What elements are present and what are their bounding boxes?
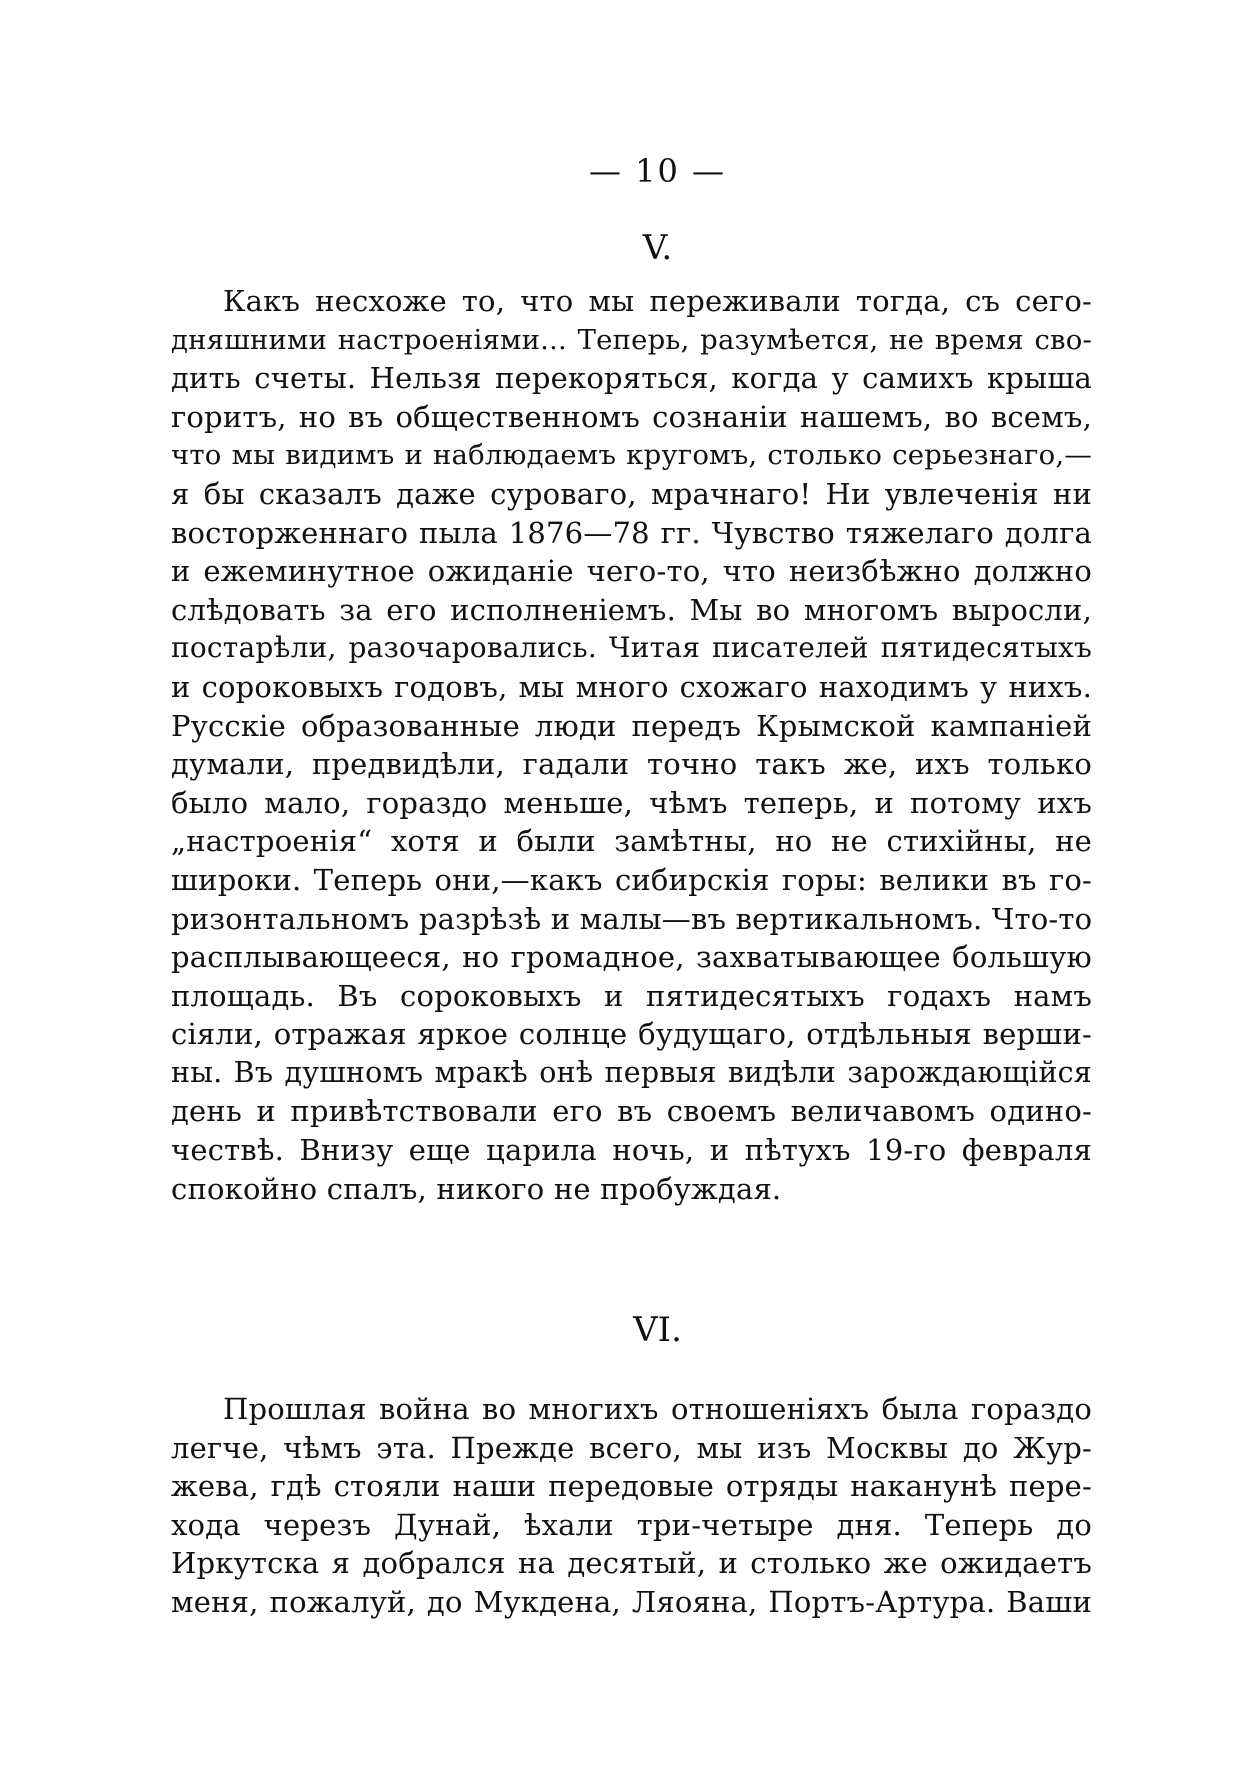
text-line: восторженнаго пыла 1876—78 гг. Чувство тяжелаго долга [171,515,1092,550]
page-number: — 10 — [588,152,727,190]
text-line: что мы видимъ и наблюдаемъ кругомъ, столько серьезнаго,— [171,439,1092,472]
text-line: хода черезъ Дунай, ѣхали три-четыре дня. Теперь до [171,1507,1092,1542]
text-line: Русскіе образованные люди передъ Крымской кампаніей [171,708,1092,743]
section-heading-v: V. [642,228,673,268]
text-line: день и привѣтствовали его въ своемъ величавомъ одино- [171,1094,1092,1129]
text-line: легче, чѣмъ эта. Прежде всего, мы изъ Москвы до Жур- [171,1430,1092,1465]
text-line: спокойно спалъ, никого не пробуждая. [171,1171,782,1206]
section-v-text [171,282,1092,1208]
text-line: дняшними настроеніями... Теперь, разумѣется, не время сво- [171,323,1092,356]
text-line: слѣдовать за его исполненіемъ. Мы во многомъ выросли, [171,592,1092,627]
text-line: ризонтальномъ разрѣзѣ и малы—въ вертикальномъ. Что-то [171,901,1093,936]
text-line: жева, гдѣ стояли наши передовые отряды наканунѣ пере- [171,1469,1092,1504]
text-line: площадь. Въ сороковыхъ и пятидесятыхъ годахъ намъ [171,978,1092,1013]
text-line: сіяли, отражая яркое солнце будущаго, отдѣльныя верши- [171,1017,1092,1052]
text-line: и ежеминутное ожиданіе чего-то, что неизбѣжно должно [171,554,1092,589]
text-line: чествѣ. Внизу еще царила ночь, и пѣтухъ 19-го февраля [171,1133,1092,1168]
text-line: „настроенія“ хотя и были замѣтны, но не стихійны, не [171,824,1092,859]
text-line: Прошлая война во многихъ отношеніяхъ была гораздо [223,1392,1092,1426]
section-heading-vi: VI. [633,1310,682,1350]
text-line: постарѣли, разочаровались. Читая писателей пятидесятыхъ [171,631,1092,665]
text-line: думали, предвидѣли, гадали точно такъ же, ихъ только [171,747,1092,782]
text-line: ны. Въ душномъ мракѣ онѣ первыя видѣли зарождающійся [171,1055,1092,1089]
text-line: было мало, гораздо меньше, чѣмъ теперь, и потому ихъ [171,785,1092,820]
text-line: меня, пожалуй, до Мукдена, Ляояна, Портъ-Артура. Ваши [171,1584,1092,1619]
text-line: расплывающееся, но громадное, захватывающее большую [171,940,1092,975]
text-line: Иркутска я добрался на десятый, и столько же ожидаетъ [171,1546,1092,1581]
text-line: широки. Теперь они,—какъ сибирскія горы: велики въ го- [171,862,1092,897]
text-line: я бы сказалъ даже суроваго, мрачнаго! Ни увлеченія ни [171,476,1092,511]
text-line: горитъ, но въ общественномъ сознаніи нашемъ, во всемъ, [171,399,1092,434]
text-line: и сороковыхъ годовъ, мы много схожаго находимъ у нихъ. [171,669,1092,704]
text-line: дить счеты. Нельзя перекоряться, когда у самихъ крыша [171,361,1092,396]
section-vi-text [171,1390,1092,1622]
text-line: Какъ несхоже то, что мы переживали тогда, съ сего- [223,284,1092,318]
